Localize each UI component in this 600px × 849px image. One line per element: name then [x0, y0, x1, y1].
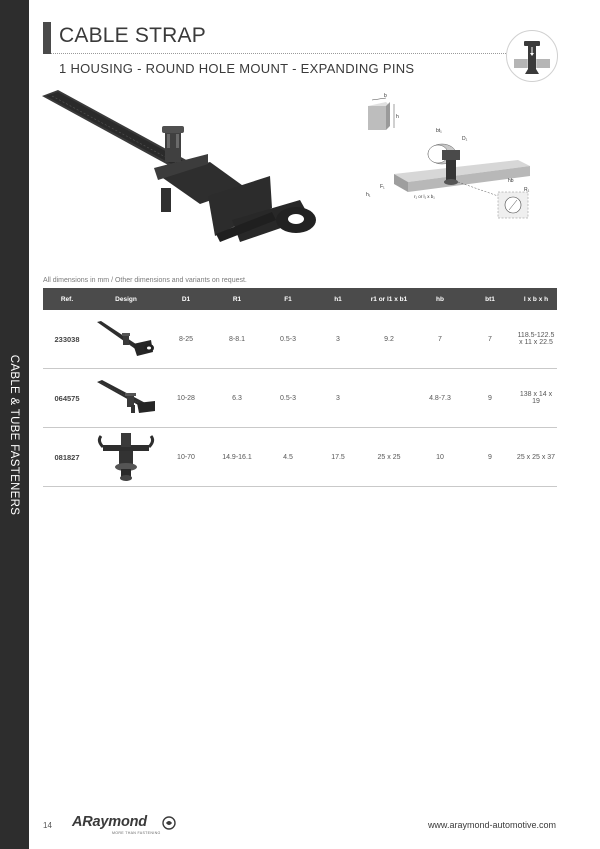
design-233038-image — [95, 320, 157, 358]
cell-r1-l1-b1: 9.2 — [363, 310, 415, 369]
cell-h1: 17.5 — [313, 428, 363, 487]
cell-lxbxh: 25 x 25 x 37 — [515, 428, 557, 487]
cell-hb: 10 — [415, 428, 465, 487]
label-dims: r₁ or l₁ x b₁ — [414, 194, 435, 199]
header-bt1: bt1 — [465, 288, 515, 310]
cell-r1-l1-b1 — [363, 369, 415, 428]
header-r1-or-l1-x-b1: r1 or l1 x b1 — [363, 288, 415, 310]
cable-strap-product-photo — [40, 88, 330, 258]
cell-hb: 4.8-7.3 — [415, 369, 465, 428]
cell-f1: 0.5-3 — [263, 369, 313, 428]
cell-bt1: 9 — [465, 428, 515, 487]
header-h1: h1 — [313, 288, 363, 310]
section-side-label-text: CABLE & TUBE FASTENERS — [8, 354, 21, 516]
round-hole-mount-icon — [507, 31, 557, 81]
cell-design — [91, 310, 161, 369]
cell-r1: 6.3 — [211, 369, 263, 428]
dimension-drawing — [358, 88, 538, 223]
table-row — [43, 310, 557, 369]
page-subtitle: 1 HOUSING - ROUND HOLE MOUNT - EXPANDING PINS — [59, 61, 415, 76]
spec-table-header-row — [43, 288, 557, 310]
table-row — [43, 428, 557, 487]
cell-r1: 14.9-16.1 — [211, 428, 263, 487]
title-dotted-rule — [51, 53, 506, 54]
cell-d1: 8-25 — [161, 310, 211, 369]
cell-ref: 081827 — [43, 428, 91, 487]
logo-swirl-icon — [162, 816, 176, 830]
header-ref: Ref. — [43, 288, 91, 310]
cell-f1: 4.5 — [263, 428, 313, 487]
header-f1: F1 — [263, 288, 313, 310]
label-h: h — [396, 114, 399, 120]
cell-h1: 3 — [313, 369, 363, 428]
label-d1: D₁ — [462, 136, 468, 142]
araymond-logo — [72, 814, 182, 840]
header-hb: hb — [415, 288, 465, 310]
cell-r1-l1-b1: 25 x 25 — [363, 428, 415, 487]
cell-design — [91, 428, 161, 487]
cell-hb: 7 — [415, 310, 465, 369]
header-lxbxh: l x b x h — [515, 288, 557, 310]
label-f1: F₁ — [380, 184, 385, 190]
cell-lxbxh: 138 x 14 x 19 — [515, 369, 557, 428]
cell-d1: 10-70 — [161, 428, 211, 487]
logo-text: ARaymond — [72, 814, 147, 830]
label-bt1: bt₁ — [436, 128, 442, 134]
header-d1: D1 — [161, 288, 211, 310]
spec-table — [43, 288, 557, 487]
label-h1: h₁ — [366, 192, 371, 198]
table-row — [43, 369, 557, 428]
dimensions-note: All dimensions in mm / Other dimensions and variants on request. — [43, 277, 247, 284]
page-number: 14 — [43, 821, 52, 830]
section-side-label — [1, 354, 27, 516]
cell-design — [91, 369, 161, 428]
cell-f1: 0.5-3 — [263, 310, 313, 369]
cell-d1: 10-28 — [161, 369, 211, 428]
page-title: CABLE STRAP — [59, 24, 206, 47]
label-hb: hb — [508, 178, 514, 184]
cell-ref: 064575 — [43, 369, 91, 428]
title-accent-bar — [43, 22, 51, 54]
design-064575-image — [95, 379, 157, 417]
cell-ref: 233038 — [43, 310, 91, 369]
label-b: b — [384, 93, 387, 99]
cell-h1: 3 — [313, 310, 363, 369]
label-r1: R₁ — [524, 187, 530, 193]
cell-r1: 8-8.1 — [211, 310, 263, 369]
cell-bt1: 9 — [465, 369, 515, 428]
website-link[interactable]: www.araymond-automotive.com — [427, 820, 556, 830]
logo-tagline: MORE THAN FASTENING — [112, 831, 161, 835]
cell-bt1: 7 — [465, 310, 515, 369]
cell-lxbxh: 118.5-122.5 x 11 x 22.5 — [515, 310, 557, 369]
header-design: Design — [91, 288, 161, 310]
header-r1: R1 — [211, 288, 263, 310]
round-hole-mount-badge — [506, 30, 558, 82]
design-081827-image — [95, 431, 157, 483]
